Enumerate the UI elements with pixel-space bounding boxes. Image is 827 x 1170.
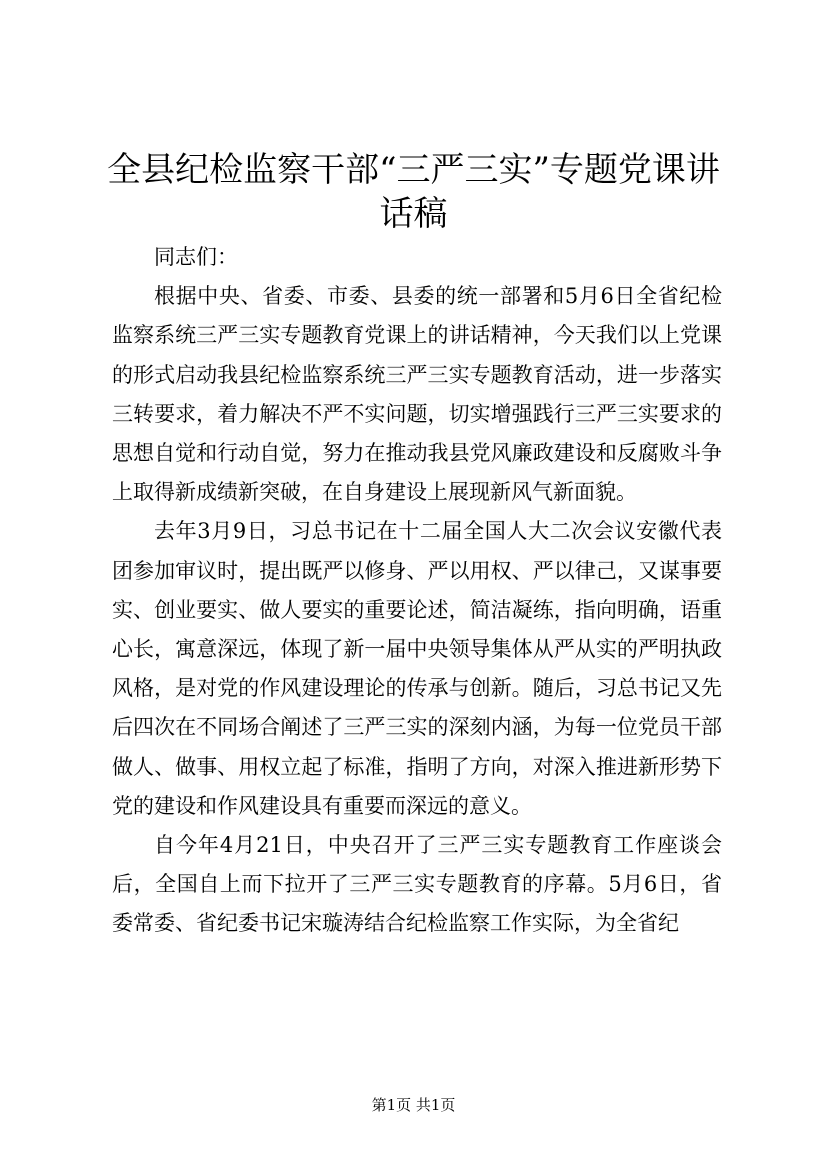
greeting: 同志们： — [154, 245, 238, 269]
document-body — [112, 238, 722, 944]
page-footer: 第1页 共1页 — [371, 1096, 456, 1114]
paragraph: 根据中央、省委、市委、县委的统一部署和5月6日全省纪检监察系统三严三实专题教育党课上的讲话精神，今天我们以上党课的形式启动我县纪检监察系统三严三实专题教育活动，进一步落实三转要求，着力解决不严不实问题，切实增强践行三严三实要求的思想自觉和行动自觉，努力在推动我县党风廉政建设和反腐败斗争上取得新成绩新突破，在自身建设上展现新风气新面貌。 — [112, 284, 722, 505]
document-title: 全县纪检监察干部“三严三实”专题党课讲话稿 — [107, 150, 720, 234]
paragraph: 自今年4月21日，中央召开了三严三实专题教育工作座谈会后，全国自上而下拉开了三严三实专题教育的序幕。5月6日，省委常委、省纪委书记宋璇涛结合纪检监察工作实际，为全省纪 — [112, 833, 722, 936]
paragraph: 去年3月9日，习总书记在十二届全国人大二次会议安徽代表团参加审议时，提出既严以修身、严以用权、严以律己，又谋事要实、创业要实、做人要实的重要论述，简洁凝练，指向明确，语重心长，寓意深远，体现了新一届中央领导集体从严从实的严明执政风格，是对党的作风建设理论的传承与创新。随后，习总书记又先后四次在不同场合阐述了三严三实的深刻内涵，为每一位党员干部做人、做事、用权立起了标准，指明了方向，对深入推进新形势下党的建设和作风建设具有重要而深远的意义。 — [112, 519, 722, 818]
